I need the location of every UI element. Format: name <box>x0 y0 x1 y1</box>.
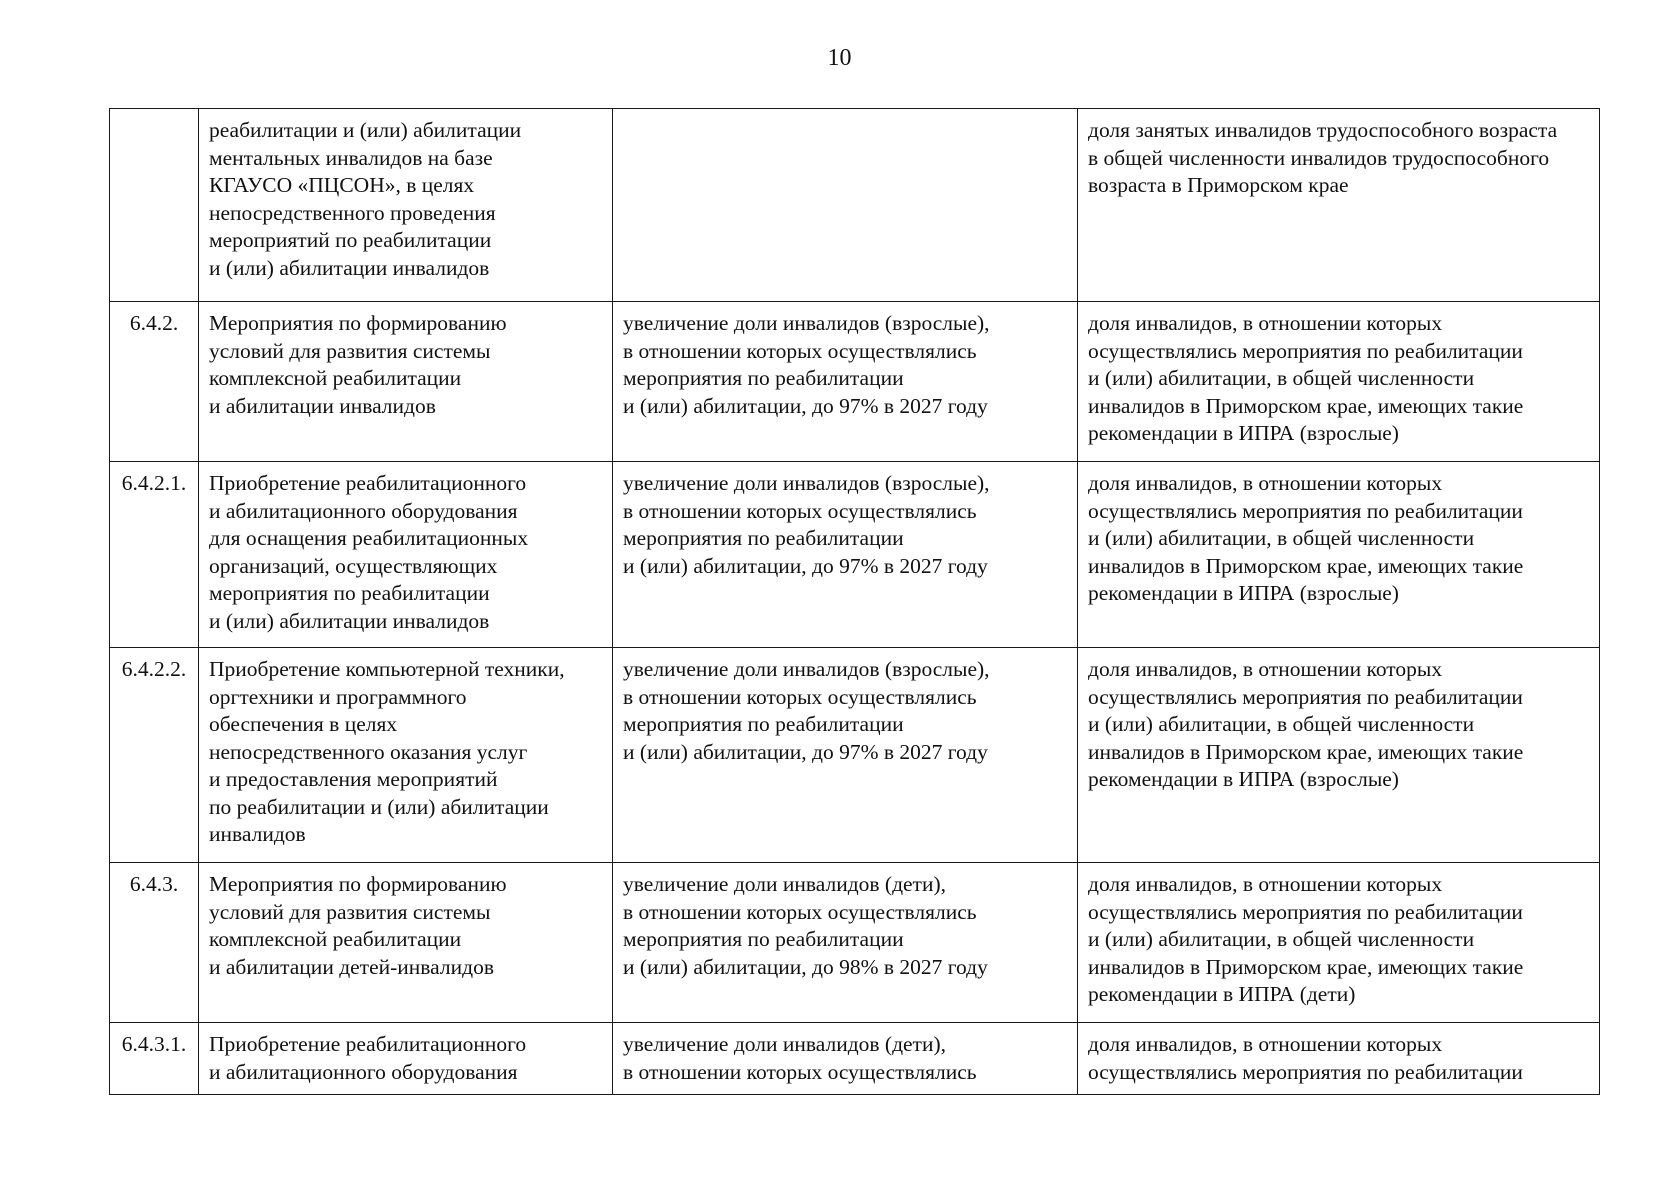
measure-name-cell: Мероприятия по формированию условий для развития системы комплексной реабилитации и абилитации инвалидов <box>199 302 613 462</box>
expected-result-cell: увеличение доли инвалидов (дети), в отношении которых осуществлялись <box>613 1023 1078 1095</box>
table-row <box>110 863 1600 1023</box>
measure-name-cell: Приобретение реабилитационного и абилитационного оборудования для оснащения реабилитационных организаций, осуществляющих мероприятия по реабилитации и (или) абилитации инвалидов <box>199 462 613 648</box>
measure-name-cell: реабилитации и (или) абилитации ментальных инвалидов на базе КГАУСО «ПЦСОН», в целях непосредственного проведения мероприятий по реабилитации и (или) абилитации инвалидов <box>199 109 613 302</box>
indicator-cell: доля инвалидов, в отношении которых осуществлялись мероприятия по реабилитации и (или) абилитации, в общей численности инвалидов в Приморском крае, имеющих такие рекомендации в ИПРА (взрослые) <box>1078 648 1600 863</box>
measure-name-cell: Мероприятия по формированию условий для развития системы комплексной реабилитации и абилитации детей-инвалидов <box>199 863 613 1023</box>
indicator-cell: доля инвалидов, в отношении которых осуществлялись мероприятия по реабилитации и (или) абилитации, в общей численности инвалидов в Приморском крае, имеющих такие рекомендации в ИПРА (дети) <box>1078 863 1600 1023</box>
measure-name-cell: Приобретение компьютерной техники, оргтехники и программного обеспечения в целях непосредственного оказания услуг и предоставления мероприятий по реабилитации и (или) абилитации инвалидов <box>199 648 613 863</box>
measures-table <box>109 108 1600 1095</box>
row-number-cell: 6.4.2. <box>110 302 199 462</box>
expected-result-cell: увеличение доли инвалидов (взрослые), в отношении которых осуществлялись мероприятия по реабилитации и (или) абилитации, до 97% в 2027 году <box>613 462 1078 648</box>
row-number-cell: 6.4.3. <box>110 863 199 1023</box>
indicator-cell: доля инвалидов, в отношении которых осуществлялись мероприятия по реабилитации <box>1078 1023 1600 1095</box>
expected-result-cell: увеличение доли инвалидов (взрослые), в отношении которых осуществлялись мероприятия по реабилитации и (или) абилитации, до 97% в 2027 году <box>613 648 1078 863</box>
indicator-cell: доля занятых инвалидов трудоспособного возраста в общей численности инвалидов трудоспособного возраста в Приморском крае <box>1078 109 1600 302</box>
table-row <box>110 302 1600 462</box>
expected-result-cell <box>613 109 1078 302</box>
indicator-cell: доля инвалидов, в отношении которых осуществлялись мероприятия по реабилитации и (или) абилитации, в общей численности инвалидов в Приморском крае, имеющих такие рекомендации в ИПРА (взрослые) <box>1078 462 1600 648</box>
row-number-cell: 6.4.2.2. <box>110 648 199 863</box>
expected-result-cell: увеличение доли инвалидов (дети), в отношении которых осуществлялись мероприятия по реабилитации и (или) абилитации, до 98% в 2027 году <box>613 863 1078 1023</box>
row-number-cell <box>110 109 199 302</box>
measure-name-cell: Приобретение реабилитационного и абилитационного оборудования <box>199 1023 613 1095</box>
table-row <box>110 462 1600 648</box>
table-row <box>110 109 1600 302</box>
row-number-cell: 6.4.2.1. <box>110 462 199 648</box>
indicator-cell: доля инвалидов, в отношении которых осуществлялись мероприятия по реабилитации и (или) абилитации, в общей численности инвалидов в Приморском крае, имеющих такие рекомендации в ИПРА (взрослые) <box>1078 302 1600 462</box>
table-row <box>110 648 1600 863</box>
page-number: 10 <box>827 45 852 71</box>
table-row <box>110 1023 1600 1095</box>
expected-result-cell: увеличение доли инвалидов (взрослые), в отношении которых осуществлялись мероприятия по реабилитации и (или) абилитации, до 97% в 2027 году <box>613 302 1078 462</box>
row-number-cell: 6.4.3.1. <box>110 1023 199 1095</box>
